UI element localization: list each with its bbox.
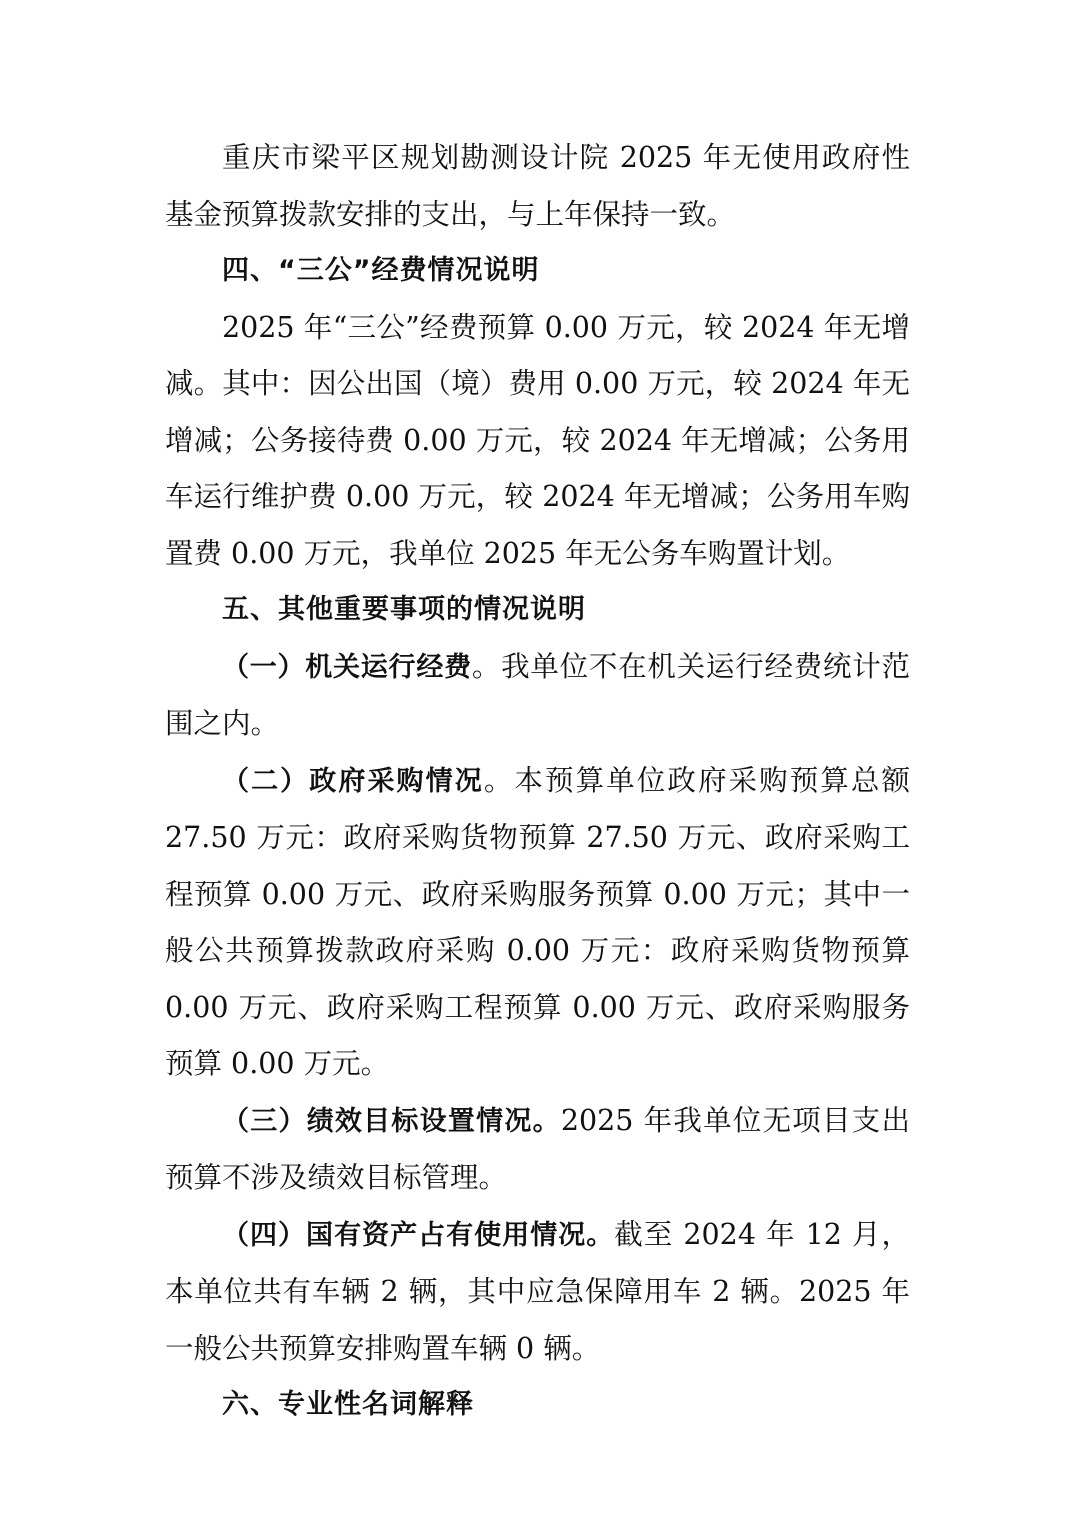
paragraph-operating-funds (165, 639, 910, 753)
paragraph-assets (165, 1207, 910, 1378)
subheading-performance: （三）绩效目标设置情况。 (222, 1105, 561, 1137)
section-heading-three-public: 四、“三公”经费情况说明 (222, 255, 540, 286)
text-procurement: 。本预算单位政府采购预算总额 27.50 万元：政府采购货物预算 27.50 万元、政府采购工程预算 0.00 万元、政府采购服务预算 0.00 万元；其中一般公共预算拨款政府采购 0.00 万元：政府采购货物预算 0.00 万元、政府采购工程预算 0.00 万元、政府采购服务预算 0.00 万元。 (165, 763, 910, 1080)
section-heading-other-matters: 五、其他重要事项的情况说明 (222, 594, 586, 625)
paragraph-procurement (165, 753, 910, 1093)
text-operating-funds: 。我单位不在机关运行经费统计范围之内。 (165, 649, 910, 740)
subheading-assets: （四）国有资产占有使用情况。 (222, 1219, 615, 1251)
paragraph-performance (165, 1093, 910, 1207)
section-heading-glossary: 六、专业性名词解释 (222, 1389, 474, 1420)
text-performance: 2025 年我单位无项目支出预算不涉及绩效目标管理。 (165, 1103, 911, 1194)
paragraph-three-public: 2025 年“三公”经费预算 0.00 万元，较 2024 年无增减。其中：因公出国（境）费用 0.00 万元，较 2024 年无增减；公务接待费 0.00 万元，较 2024 年无增减；公务用车运行维护费 0.00 万元，较 2024 年无增减；公务用车购置费 0.00 万元，我单位 2025 年无公务车购置计划。 (165, 310, 910, 570)
text-assets: 截至 2024 年 12 月，本单位共有车辆 2 辆，其中应急保障用车 2 辆。2025 年一般公共预算安排购置车辆 0 辆。 (165, 1217, 910, 1365)
subheading-procurement: （二）政府采购情况 (222, 765, 484, 797)
paragraph-fund-budget: 重庆市梁平区规划勘测设计院 2025 年无使用政府性基金预算拨款安排的支出，与上年保持一致。 (165, 141, 910, 231)
subheading-operating-funds: （一）机关运行经费 (222, 651, 472, 683)
document-body (165, 130, 910, 1434)
